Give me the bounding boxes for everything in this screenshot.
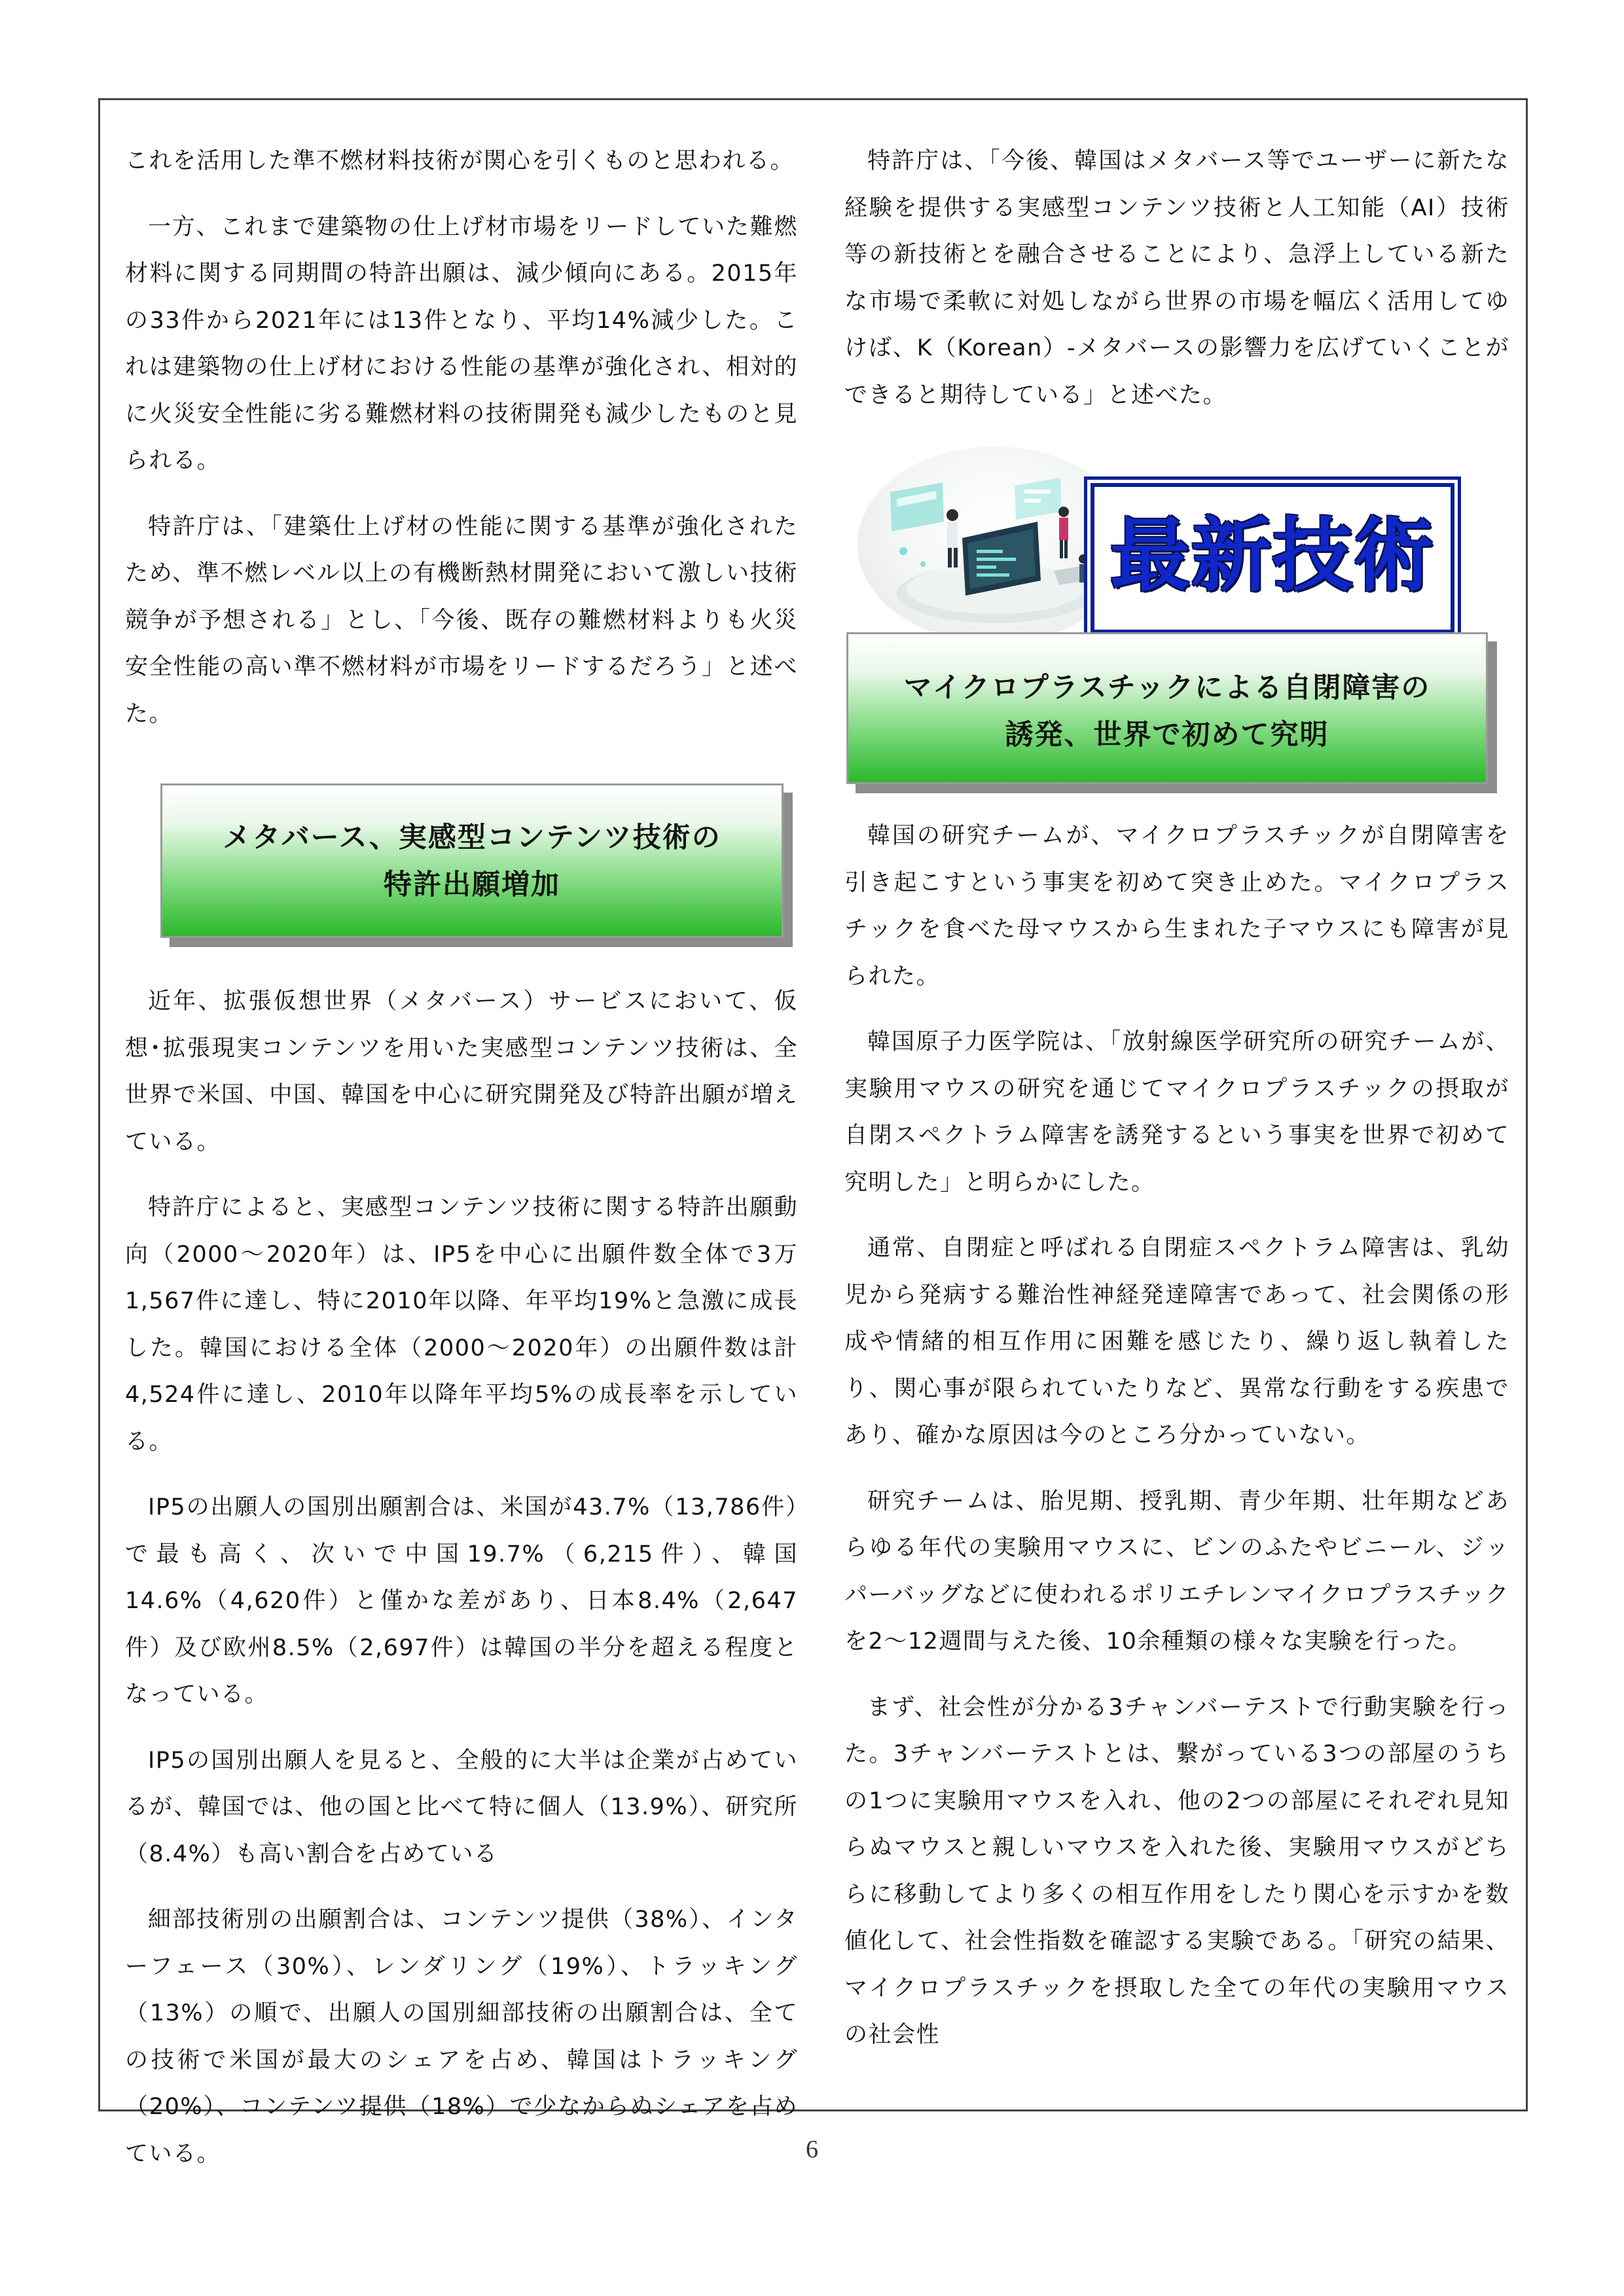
- paragraph: 通常、自閉症と呼ばれる自閉症スペクトラム障害は、乳幼児から発病する難治性神経発達障害であって、社会関係の形成や情緒的相互作用に困難を感じたり、繰り返し執着したり、関心事が限られていたりなど、異常な行動をする疾患であり、確かな原因は今のところ分かっていない。: [844, 1235, 1509, 1448]
- paragraph: まず、社会性が分かる3チャンバーテストで行動実験を行った。3チャンバーテストとは、繋がっている3つの部屋のうちの1つに実験用マウスを入れ、他の2つの部屋にそれぞれ見知らぬマウスと親しいマウスを入れた後、実験用マウスがどちらに移動してより多くの相互作用をしたり関心を示すかを数値化して、社会性指数を確認する実験である。「研究の結果、マイクロプラスチックを摂取した全ての年代の実験用マウスの社会性: [844, 1694, 1509, 2048]
- paragraph: 細部技術別の出願割合は、コンテンツ提供（38%）、インターフェース（30%）、レンダリング（19%）、トラッキング（13%）の順で、出願人の国別細部技術の出願割合は、全ての技術で米国が最大のシェアを占め、韓国はトラッキング（20%）、コンテンツ提供（18%）で少なからぬシェアを占めている。: [125, 1907, 798, 2167]
- paragraph: 研究チームは、胎児期、授乳期、青少年期、壮年期などあらゆる年代の実験用マウスに、ビンのふたやビニール、ジッパーバッグなどに使われるポリエチレンマイクロプラスチックを2～12週間与えた後、10余種類の様々な実験を行った。: [844, 1488, 1509, 1655]
- heading-line: メタバース、実感型コンテンツ技術の: [223, 821, 721, 854]
- article-heading-microplastic: [846, 632, 1488, 784]
- page-frame: [98, 98, 1528, 2167]
- paragraph: 一方、これまで建築物の仕上げ材市場をリードしていた難燃材料に関する同期間の特許出願は、減少傾向にある。2015年の33件から2021年には13件となり、平均14%減少した。これは建築物の仕上げ材における性能の基準が強化され、相対的に火災安全性能に劣る難燃材料の技術開発も減少したものと見られる。: [125, 213, 798, 474]
- tech-illustration-icon: [864, 446, 1126, 636]
- latest-tech-label: 最新技術: [1110, 509, 1435, 602]
- paragraph: 特許庁は、「建築仕上げ材の性能に関する基準が強化されたため、準不燃レベル以上の有機断熱材開発において激しい技術競争が予想される」とし、「今後、既存の難燃材料よりも火災安全性能の高い準不燃材料が市場をリードするだろう」と述べた。: [125, 513, 798, 727]
- article-heading-metaverse: [160, 783, 784, 938]
- latest-tech-banner: [844, 442, 1509, 632]
- paragraph: 韓国の研究チームが、マイクロプラスチックが自閉障害を引き起こすという事実を初めて突き止めた。マイクロプラスチックを食べた母マウスから生まれた子マウスにも障害が見られた。: [844, 823, 1509, 990]
- paragraph: IP5の国別出願人を見ると、全般的に大半は企業が占めているが、韓国では、他の国と比べて特に個人（13.9%）、研究所（8.4%）も高い割合を占めている: [125, 1747, 798, 1867]
- paragraph: 韓国原子力医学院は、「放射線医学研究所の研究チームが、実験用マウスの研究を通じてマイクロプラスチックの摂取が自閉スペクトラム障害を誘発するという事実を世界で初めて究明した」と明らかにした。: [844, 1029, 1509, 1196]
- page-number: 6: [806, 2136, 818, 2163]
- heading-line: マイクロプラスチックによる自閉障害の: [903, 672, 1431, 704]
- heading-line: 誘発、世界で初めて究明: [1005, 719, 1329, 751]
- heading-line: 特許出願増加: [384, 869, 560, 901]
- right-column: [844, 138, 1509, 2078]
- paragraph: 近年、拡張仮想世界（メタバース）サービスにおいて、仮想･拡張現実コンテンツを用いた実感型コンテンツ技術は、全世界で米国、中国、韓国を中心に研究開発及び特許出願が増えている。: [125, 988, 798, 1155]
- paragraph: IP5の出願人の国別出願割合は、米国が43.7%（13,786件）で最も高く、次いで中国19.7%（6,215件）、韓国14.6%（4,620件）と僅かな差があり、日本8.4%（2,647件）及び欧州8.5%（2,697件）は韓国の半分を超える程度となっている。: [125, 1494, 798, 1708]
- paragraph: 特許庁は、「今後、韓国はメタバース等でユーザーに新たな経験を提供する実感型コンテンツ技術と人工知能（AI）技術等の新技術とを融合させることにより、急浮上している新たな市場で柔軟に対処しながら世界の市場を幅広く活用してゆけば、K（Korean）-メタバースの影響力を広げていくことができると期待している」と述べた。: [844, 148, 1509, 408]
- latest-tech-badge: [1091, 483, 1454, 634]
- paragraph: これを活用した準不燃材料技術が関心を引くものと思われる。: [125, 148, 795, 174]
- paragraph: 特許庁によると、実感型コンテンツ技術に関する特許出願動向（2000～2020年）は、IP5を中心に出願件数全体で3万1,567件に達し、特に2010年以降、年平均19%と急激に成長した。韓国における全体（2000～2020年）の出願件数は計4,524件に達し、2010年以降年平均5%の成長率を示している。: [125, 1194, 798, 1455]
- left-column: [125, 138, 798, 2197]
